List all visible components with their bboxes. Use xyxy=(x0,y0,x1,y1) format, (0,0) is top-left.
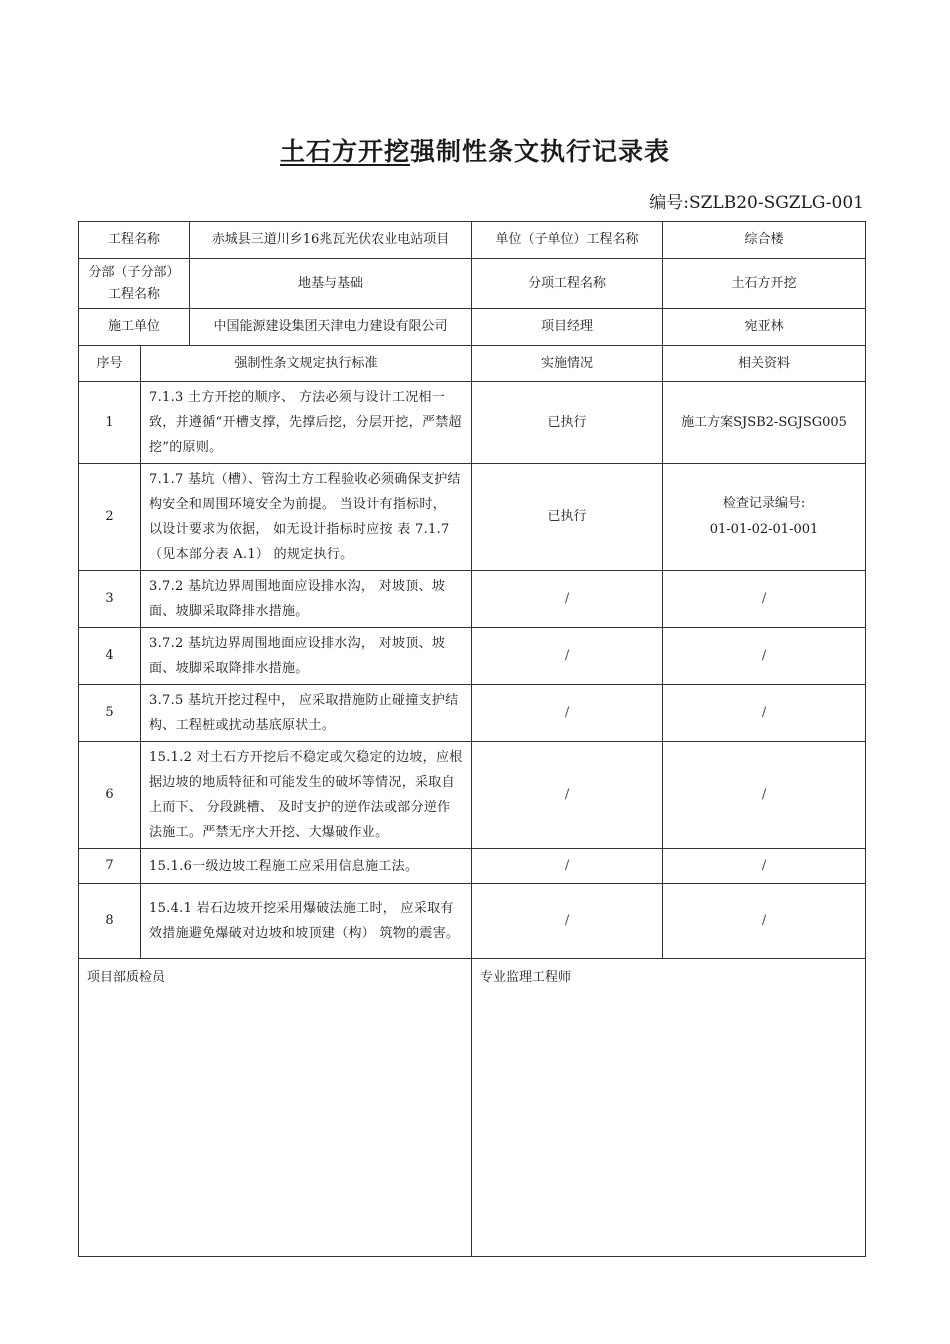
subdivision-label xyxy=(79,259,190,309)
row-docs: / xyxy=(663,628,866,685)
row-seq: 1 xyxy=(79,382,141,464)
row-seq: 5 xyxy=(79,685,141,742)
row-status: / xyxy=(472,742,663,849)
row-seq: 8 xyxy=(79,884,141,959)
subdivision-label-line2: 工程名称 xyxy=(108,286,161,302)
col-seq-header: 序号 xyxy=(79,346,141,382)
subdivision-value: 地基与基础 xyxy=(190,259,472,309)
row-seq: 3 xyxy=(79,571,141,628)
column-header-row xyxy=(79,346,866,382)
col-standard-header: 强制性条文规定执行标准 xyxy=(141,346,472,382)
manager-value: 宛亚林 xyxy=(663,309,866,346)
constructor-label: 施工单位 xyxy=(79,309,190,346)
document-number: 编号:SZLB20-SGZLG-001 xyxy=(649,193,864,213)
row-standard: 7.1.3 土方开挖的顺序、 方法必须与设计工况相一致，并遵循“开槽支撑，先撑后挖，分层开挖，严禁超挖”的原则。 xyxy=(141,382,472,464)
row-seq: 4 xyxy=(79,628,141,685)
row-seq: 6 xyxy=(79,742,141,849)
row-standard: 3.7.2 基坑边界周围地面应设排水沟， 对坡顶、坡面、坡脚采取降排水措施。 xyxy=(141,628,472,685)
subdivision-label-line1: 分部（子分部） xyxy=(88,264,180,280)
row-status: / xyxy=(472,849,663,884)
signature-row xyxy=(79,959,866,1257)
header-row-constructor xyxy=(79,309,866,346)
col-docs-header: 相关资料 xyxy=(663,346,866,382)
row-standard: 15.4.1 岩石边坡开挖采用爆破法施工时， 应采取有效措施避免爆破对边坡和坡顶建（构） 筑物的震害。 xyxy=(141,884,472,959)
row-docs-line2: 01-01-02-01-001 xyxy=(709,522,819,537)
row-status: 已执行 xyxy=(472,382,663,464)
record-table xyxy=(78,221,866,1257)
page-title xyxy=(0,132,950,168)
row-standard: 3.7.5 基坑开挖过程中， 应采取措施防止碰撞支护结构、工程桩或扰动基底原状土。 xyxy=(141,685,472,742)
row-status: / xyxy=(472,884,663,959)
qc-inspector-cell: 项目部质检员 xyxy=(79,959,472,1257)
row-docs: / xyxy=(663,685,866,742)
row-standard: 3.7.2 基坑边界周围地面应设排水沟， 对坡顶、坡面、坡脚采取降排水措施。 xyxy=(141,571,472,628)
row-status: / xyxy=(472,628,663,685)
row-docs: / xyxy=(663,571,866,628)
title-underlined: 土石方开挖 xyxy=(279,137,410,166)
header-row-project xyxy=(79,222,866,259)
row-seq: 2 xyxy=(79,464,141,571)
row-docs: / xyxy=(663,742,866,849)
row-docs: 施工方案SJSB2-SGJSG005 xyxy=(663,382,866,464)
table-row xyxy=(79,884,866,959)
constructor-value: 中国能源建设集团天津电力建设有限公司 xyxy=(190,309,472,346)
row-docs: / xyxy=(663,884,866,959)
table-row xyxy=(79,742,866,849)
table-row xyxy=(79,571,866,628)
table-row xyxy=(79,464,866,571)
item-name-label: 分项工程名称 xyxy=(472,259,663,309)
manager-label: 项目经理 xyxy=(472,309,663,346)
row-standard: 15.1.6一级边坡工程施工应采用信息施工法。 xyxy=(141,849,472,884)
unit-name-value: 综合楼 xyxy=(663,222,866,259)
title-rest: 强制性条文执行记录表 xyxy=(410,137,671,166)
table-row xyxy=(79,849,866,884)
row-docs: / xyxy=(663,849,866,884)
table-row xyxy=(79,685,866,742)
row-status: / xyxy=(472,571,663,628)
unit-name-label: 单位（子单位）工程名称 xyxy=(472,222,663,259)
row-seq: 7 xyxy=(79,849,141,884)
item-name-value: 土石方开挖 xyxy=(663,259,866,309)
row-docs-line1: 检查记录编号: xyxy=(722,496,806,511)
project-name-value: 赤城县三道川乡16兆瓦光伏农业电站项目 xyxy=(190,222,472,259)
row-status: / xyxy=(472,685,663,742)
col-status-header: 实施情况 xyxy=(472,346,663,382)
row-docs xyxy=(663,464,866,571)
table-row xyxy=(79,628,866,685)
row-standard: 7.1.7 基坑（槽）、管沟土方工程验收必须确保支护结构安全和周围环境安全为前提。 当设计有指标时， 以设计要求为依据， 如无设计指标时应按 表 7.1.7（见本部分表 A.1） 的规定执行。 xyxy=(141,464,472,571)
table-row xyxy=(79,382,866,464)
row-status: 已执行 xyxy=(472,464,663,571)
row-standard: 15.1.2 对土石方开挖后不稳定或欠稳定的边坡，应根据边坡的地质特征和可能发生的破坏等情况，采取自上而下、 分段跳槽、 及时支护的逆作法或部分逆作法施工。严禁无序大开挖、大爆破作业。 xyxy=(141,742,472,849)
header-row-subdivision xyxy=(79,259,866,309)
project-name-label: 工程名称 xyxy=(79,222,190,259)
supervisor-cell: 专业监理工程师 xyxy=(472,959,866,1257)
